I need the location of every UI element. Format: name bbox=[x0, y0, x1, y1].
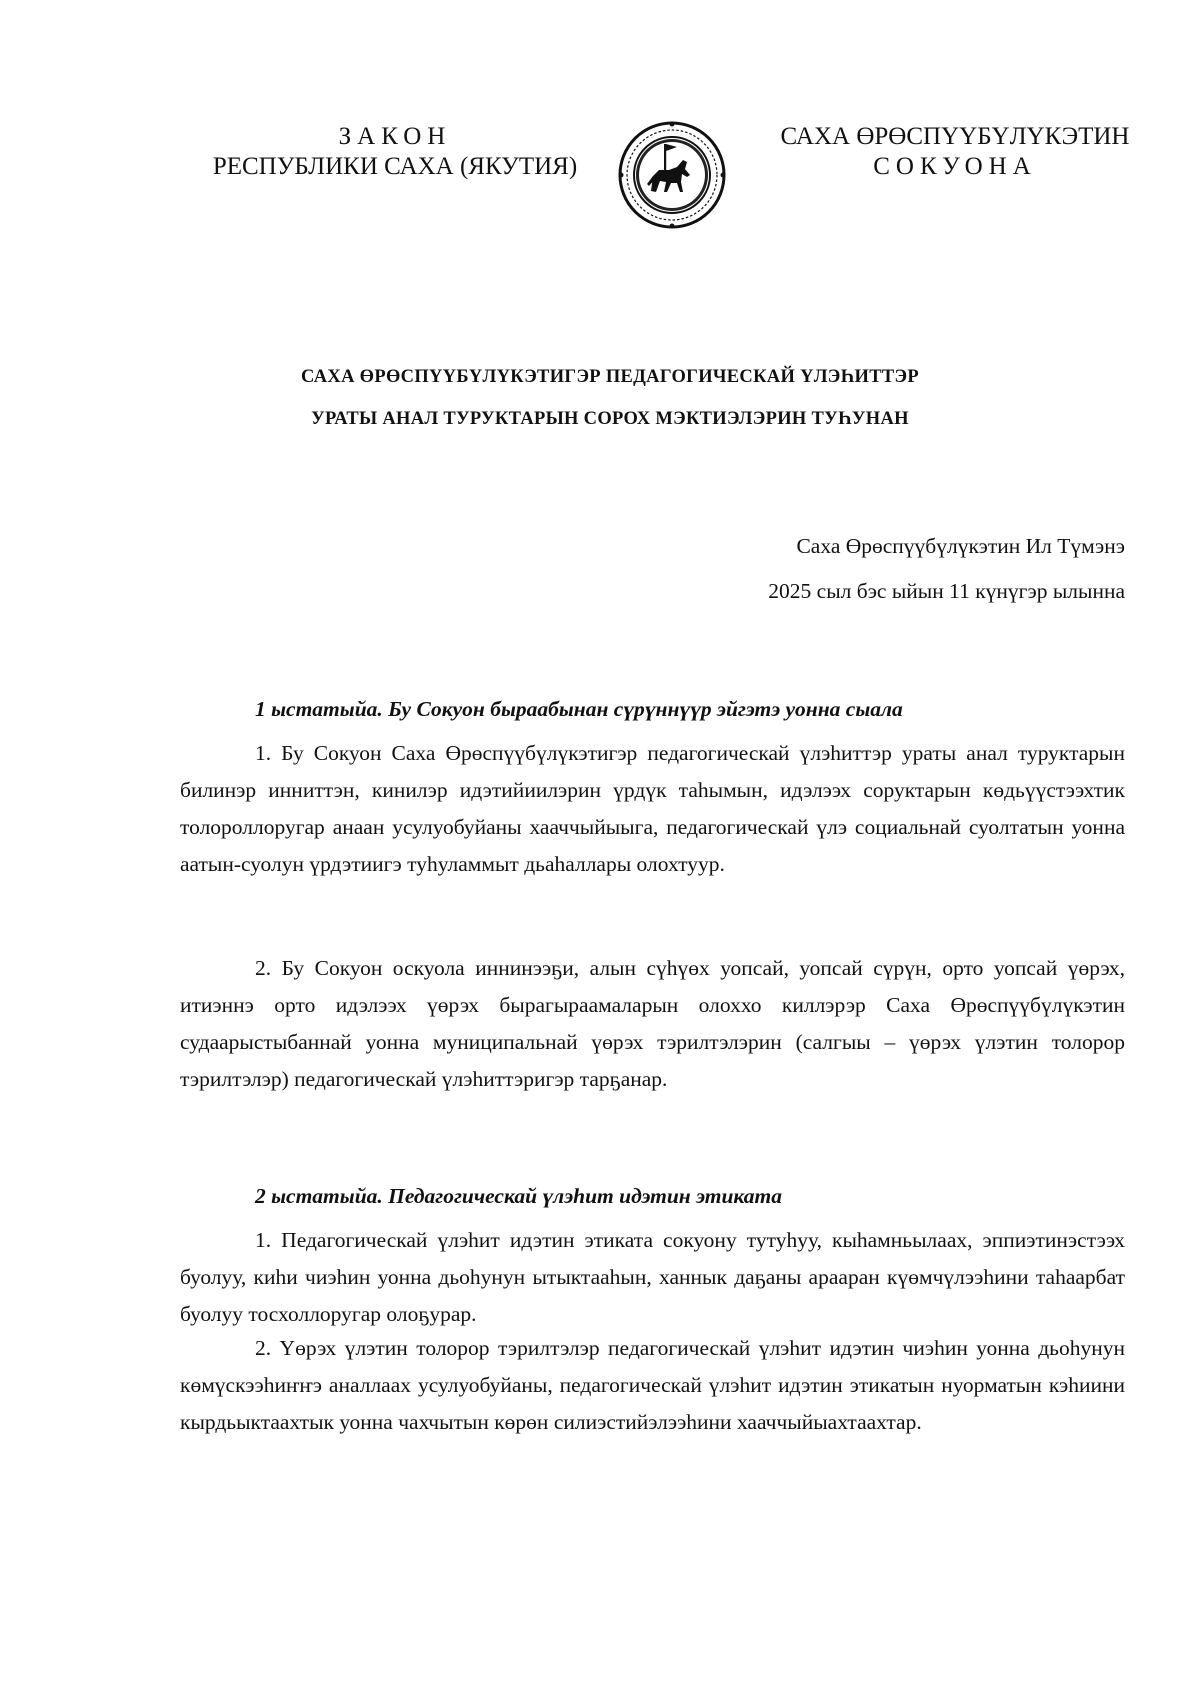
header-right-block bbox=[770, 122, 1140, 182]
header-left-law-label: ЗАКОН bbox=[338, 123, 452, 150]
article-1-title: 1 ыстатыйа. Бу Сокуон быраабынан сүрүннүүр эйгэтэ уонна сыала bbox=[255, 697, 903, 721]
article-2-paragraph-1: 1. Педагогическай үлэһит идэтин этиката сокуону тутуһуу, кыһамньылаах, эппиэтинэстээх буолуу, киһи чиэһин уонна дьоһунун ытыктааһын, ханнык даҕаны арааран күөмчүлээһини таһаарбат буолуу тосхоллоругар олоҕурар. bbox=[180, 1228, 1125, 1326]
header-right-republic-name: САХА ӨРӨСПҮҮБҮЛҮКЭТИН bbox=[780, 123, 1130, 150]
header-left-republic-name: РЕСПУБЛИКИ САХА (ЯКУТИЯ) bbox=[212, 153, 578, 180]
header-left-block bbox=[200, 122, 590, 182]
document-title bbox=[180, 356, 1040, 440]
emblem-graphic bbox=[617, 120, 727, 230]
article-1-paragraph-2: 2. Бу Сокуон оскуола иннинээҕи, алын сүһүөх уопсай, уопсай сүрүн, орто уопсай үөрэх, итиэннэ орто идэлээх үөрэх бырагыраамаларын олоххо киллэрэр Саха Өрөспүүбүлүкэтин судаарыстыбаннай уонна муниципальнай үөрэх тэрилтэлэрин (салгыы – үөрэх үлэтин толорор тэрилтэлэр) педагогическай үлэһиттэригэр тарҕанар. bbox=[180, 956, 1125, 1091]
adoption-body: Саха Өрөспүүбүлүкэтин Ил Түмэнэ bbox=[796, 534, 1125, 558]
article-2-paragraph-2: 2. Үөрэх үлэтин толорор тэрилтэлэр педагогическай үлэһит идэтин чиэһин уонна дьоһунун көмүскээһиҥҥэ аналлаах усулуобуйаны, педагогическай үлэһит идэтин этикатын нуорматын кэһиини кырдьыктаахтык уонна чахчытын көрөн силиэстийэлээһини хааччыйыахтаахтар. bbox=[180, 1336, 1125, 1434]
article-2-title: 2 ыстатыйа. Педагогическай үлэһит идэтин этиката bbox=[255, 1184, 783, 1208]
adoption-block bbox=[768, 524, 1125, 614]
document-title-line-1: САХА ӨРӨСПҮҮБҮЛҮКЭТИГЭР ПЕДАГОГИЧЕСКАЙ ҮЛЭҺИТТЭР bbox=[301, 367, 919, 387]
article-1-paragraph-1: 1. Бу Сокуон Саха Өрөспүүбүлүкэтигэр педагогическай үлэһиттэр ураты анал туруктарын билинэр инниттэн, кинилэр идэтийиилэрин үрдүк таһымын, идэлээх соруктарын көдьүүстээхтик толороллоругар анаан усулуобуйаны хааччыйыыга, педагогическай үлэ социальнай суолтатын уонна аатын-суолун үрдэтиигэ туһуламмыт дьаһаллары олохтуур. bbox=[180, 741, 1125, 876]
coat-of-arms-emblem-icon bbox=[617, 120, 727, 230]
adoption-date: 2025 сыл бэс ыйын 11 күнүгэр ылынна bbox=[768, 579, 1125, 603]
header-right-law-label: СОКУОНА bbox=[873, 153, 1037, 180]
document-title-line-2: УРАТЫ АНАЛ ТУРУКТАРЫН СОРОХ МЭКТИЭЛЭРИН ТУҺУНАН bbox=[311, 409, 909, 429]
